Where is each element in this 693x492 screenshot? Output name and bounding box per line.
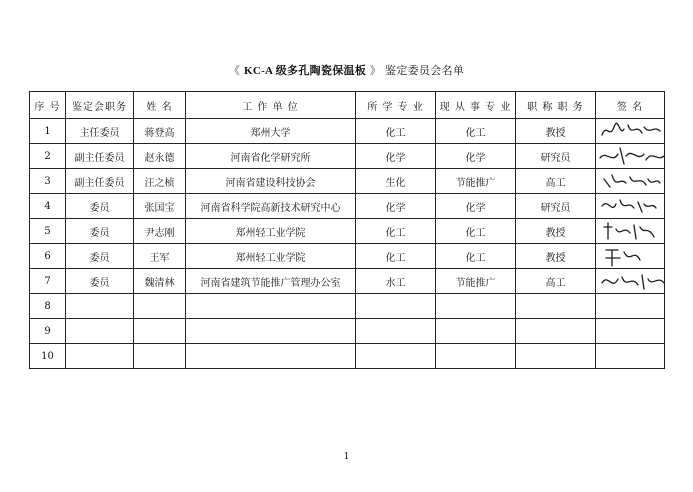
- member-name: [134, 344, 186, 369]
- work-unit: 郑州大学: [186, 119, 356, 144]
- current-field: 化学: [436, 194, 516, 219]
- committee-role: [66, 319, 134, 344]
- member-name: 汪之桢: [134, 169, 186, 194]
- title-rank: 研究员: [516, 194, 596, 219]
- title-suffix: 鉴定委员会名单: [385, 64, 465, 77]
- title-rank: 高工: [516, 169, 596, 194]
- title-rank: [516, 319, 596, 344]
- current-field: [436, 294, 516, 319]
- row-number: 7: [30, 269, 66, 294]
- member-name: [134, 294, 186, 319]
- title-rank: 教授: [516, 119, 596, 144]
- work-unit: 河南省建设科技协会: [186, 169, 356, 194]
- table-row: [30, 144, 665, 169]
- row-number: 5: [30, 219, 66, 244]
- title-rank: 教授: [516, 244, 596, 269]
- signature-cell: [596, 144, 665, 169]
- member-name: 赵永德: [134, 144, 186, 169]
- work-unit: 河南省科学院高新技术研究中心: [186, 194, 356, 219]
- member-name: 张国宝: [134, 194, 186, 219]
- header-major: 所 学 专 业: [356, 92, 436, 119]
- signature-cell: [596, 269, 665, 294]
- handwritten-signature: [598, 194, 664, 218]
- studied-major: [356, 294, 436, 319]
- table-row: [30, 169, 665, 194]
- row-number: 3: [30, 169, 66, 194]
- committee-role: 副主任委员: [66, 144, 134, 169]
- committee-role: [66, 294, 134, 319]
- studied-major: 水工: [356, 269, 436, 294]
- committee-role: [66, 344, 134, 369]
- handwritten-signature: [598, 244, 664, 268]
- work-unit: 郑州轻工业学院: [186, 244, 356, 269]
- signature-cell: [596, 169, 665, 194]
- header-signature: 签 名: [596, 92, 665, 119]
- handwritten-signature: [598, 169, 664, 193]
- signature-cell: [596, 294, 665, 319]
- signature-cell: [596, 319, 665, 344]
- handwritten-signature: [598, 219, 664, 243]
- row-number: 1: [30, 119, 66, 144]
- committee-table: [29, 91, 665, 369]
- title-product: KC-A 级多孔陶瓷保温板: [243, 65, 367, 77]
- member-name: 尹志刚: [134, 219, 186, 244]
- work-unit: [186, 319, 356, 344]
- work-unit: 河南省建筑节能推广管理办公室: [186, 269, 356, 294]
- title-rank: 教授: [516, 219, 596, 244]
- current-field: [436, 319, 516, 344]
- committee-role: 委员: [66, 219, 134, 244]
- table-row: [30, 319, 665, 344]
- signature-cell: [596, 219, 665, 244]
- work-unit: 郑州轻工业学院: [186, 219, 356, 244]
- table-row: [30, 194, 665, 219]
- table-row: [30, 244, 665, 269]
- header-name: 姓 名: [134, 92, 186, 119]
- work-unit: 河南省化学研究所: [186, 144, 356, 169]
- member-name: 蒋登高: [134, 119, 186, 144]
- title-rank: [516, 344, 596, 369]
- row-number: 8: [30, 294, 66, 319]
- page-number: 1: [343, 452, 350, 462]
- title-rank: 高工: [516, 269, 596, 294]
- table-row: [30, 219, 665, 244]
- table-row: [30, 119, 665, 144]
- committee-role: 主任委员: [66, 119, 134, 144]
- studied-major: 化工: [356, 244, 436, 269]
- header-row: [30, 92, 665, 119]
- document-title: [0, 62, 693, 78]
- signature-cell: [596, 244, 665, 269]
- member-name: 魏清林: [134, 269, 186, 294]
- studied-major: 化学: [356, 194, 436, 219]
- member-name: 王军: [134, 244, 186, 269]
- row-number: 4: [30, 194, 66, 219]
- member-name: [134, 319, 186, 344]
- row-number: 9: [30, 319, 66, 344]
- header-no: 序 号: [30, 92, 66, 119]
- committee-role: 委员: [66, 269, 134, 294]
- row-number: 10: [30, 344, 66, 369]
- studied-major: [356, 344, 436, 369]
- header-role: 鉴定会职务: [66, 92, 134, 119]
- studied-major: 化学: [356, 144, 436, 169]
- header-unit: 工 作 单 位: [186, 92, 356, 119]
- table-row: [30, 269, 665, 294]
- current-field: 化学: [436, 144, 516, 169]
- title-close-bracket: 》: [369, 64, 382, 77]
- title-open-bracket: 《: [228, 64, 241, 77]
- current-field: [436, 344, 516, 369]
- handwritten-signature: [598, 119, 664, 143]
- studied-major: 化工: [356, 219, 436, 244]
- row-number: 2: [30, 144, 66, 169]
- studied-major: [356, 319, 436, 344]
- title-rank: [516, 294, 596, 319]
- current-field: 化工: [436, 219, 516, 244]
- table-row: [30, 294, 665, 319]
- signature-cell: [596, 344, 665, 369]
- current-field: 节能推广: [436, 169, 516, 194]
- handwritten-signature: [598, 144, 664, 168]
- current-field: 化工: [436, 119, 516, 144]
- signature-cell: [596, 119, 665, 144]
- current-field: 节能推广: [436, 269, 516, 294]
- signature-cell: [596, 194, 665, 219]
- current-field: 化工: [436, 244, 516, 269]
- table-row: [30, 344, 665, 369]
- table-body: [30, 119, 665, 369]
- title-rank: 研究员: [516, 144, 596, 169]
- work-unit: [186, 344, 356, 369]
- row-number: 6: [30, 244, 66, 269]
- committee-role: 委员: [66, 244, 134, 269]
- handwritten-signature: [598, 269, 664, 293]
- header-rank: 职 称 职 务: [516, 92, 596, 119]
- committee-role: 副主任委员: [66, 169, 134, 194]
- committee-role: 委员: [66, 194, 134, 219]
- studied-major: 生化: [356, 169, 436, 194]
- work-unit: [186, 294, 356, 319]
- header-field: 现 从 事 专 业: [436, 92, 516, 119]
- studied-major: 化工: [356, 119, 436, 144]
